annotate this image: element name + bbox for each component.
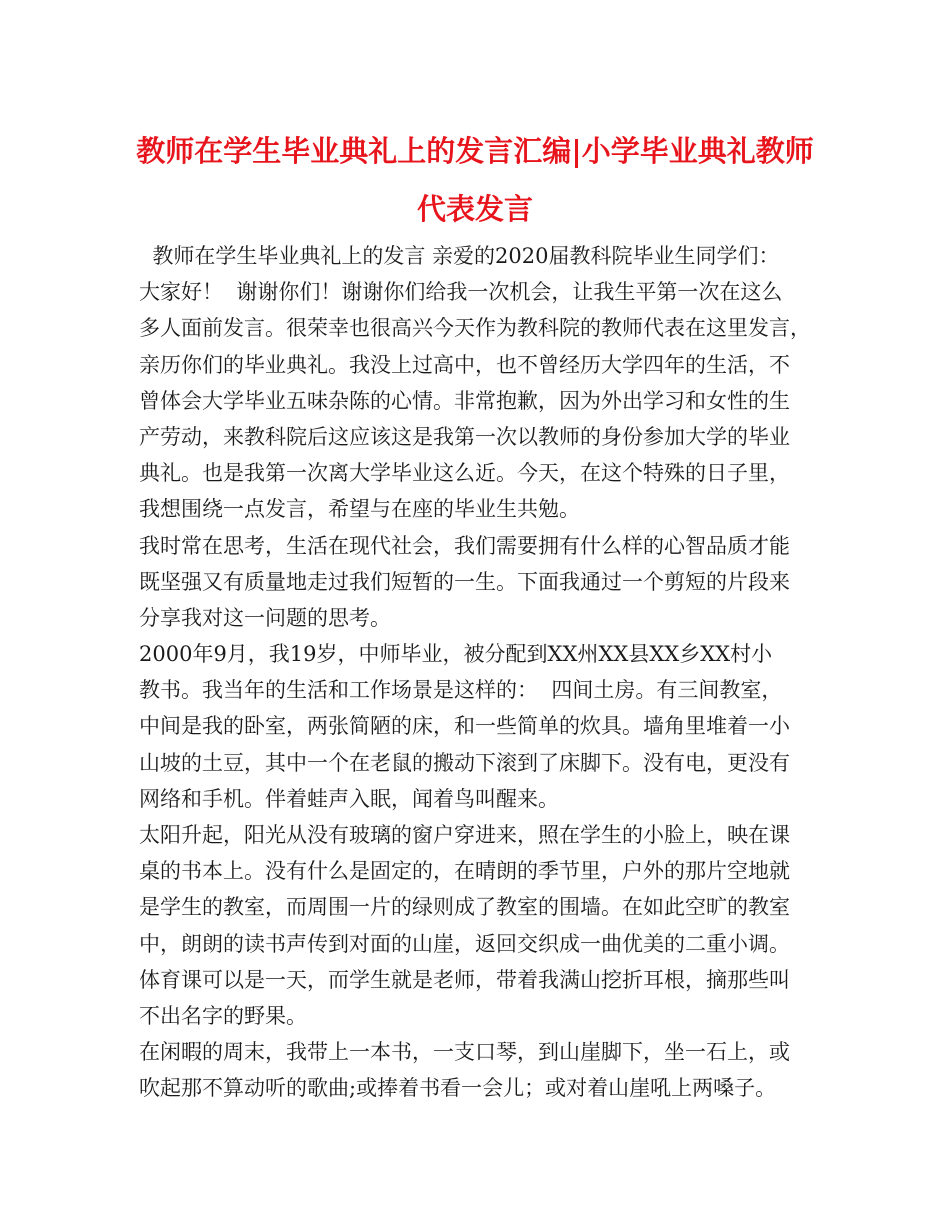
body-line: 桌的书本上。没有什么是固定的，在晴朗的季节里，户外的那片空地就	[139, 859, 790, 884]
body-line: 分享我对这一问题的思考。	[139, 605, 391, 630]
body-line: 吹起那不算动听的歌曲;或捧着书看一会儿；或对着山崖吼上两嗓子。	[139, 1076, 777, 1101]
body-line: 亲历你们的毕业典礼。我没上过高中，也不曾经历大学四年的生活，不	[139, 352, 790, 377]
body-line: 网络和手机。伴着蛙声入眠，闻着鸟叫醒来。	[139, 786, 559, 811]
title-line-2: 代表发言	[416, 192, 533, 226]
body-line: 多人面前发言。很荣幸也很高兴今天作为教科院的教师代表在这里发言，	[139, 316, 811, 341]
body-line: 我时常在思考，生活在现代社会，我们需要拥有什么样的心智品质才能	[139, 533, 790, 558]
document-body	[139, 238, 829, 1107]
body-line: 2000年9月，我19岁，中师毕业，被分配到XX州XX县XX乡XX村小	[139, 642, 773, 667]
title-line-1: 教师在学生毕业典礼上的发言汇编|小学毕业典礼教师	[136, 134, 814, 168]
body-line: 不出名字的野果。	[139, 1003, 307, 1028]
body-line: 我想围绕一点发言，希望与在座的毕业生共勉。	[139, 497, 580, 522]
body-line: 既坚强又有质量地走过我们短暂的一生。下面我通过一个剪短的片段来	[139, 569, 790, 594]
body-line: 山坡的土豆，其中一个在老鼠的搬动下滚到了床脚下。没有电，更没有	[139, 750, 790, 775]
body-line: 教师在学生毕业典礼上的发言 亲爱的2020届教科院毕业生同学们：	[139, 244, 780, 268]
document-title	[120, 122, 830, 238]
body-line: 是学生的教室，而周围一片的绿则成了教室的围墙。在如此空旷的教室	[139, 895, 790, 920]
body-line: 大家好！ 谢谢你们！谢谢你们给我一次机会，让我生平第一次在这么	[139, 280, 783, 305]
body-line: 中间是我的卧室，两张简陋的床，和一些简单的炊具。墙角里堆着一小	[139, 714, 790, 739]
body-line: 曾体会大学毕业五味杂陈的心情。非常抱歉，因为外出学习和女性的生	[139, 388, 790, 413]
body-line: 体育课可以是一天，而学生就是老师，带着我满山挖折耳根，摘那些叫	[139, 967, 790, 992]
body-line: 教书。我当年的生活和工作场景是这样的： 四间土房。有三间教室，	[139, 678, 783, 703]
body-line: 典礼。也是我第一次离大学毕业这么近。今天，在这个特殊的日子里，	[139, 461, 790, 486]
body-line: 产劳动，来教科院后这应该这是我第一次以教师的身份参加大学的毕业	[139, 424, 790, 449]
body-line: 太阳升起，阳光从没有玻璃的窗户穿进来，照在学生的小脸上，映在课	[139, 823, 790, 847]
body-line: 中，朗朗的读书声传到对面的山崖，返回交织成一曲优美的二重小调。	[139, 931, 790, 956]
body-line: 在闲暇的周末，我带上一本书，一支口琴，到山崖脚下，坐一石上，或	[139, 1040, 790, 1065]
